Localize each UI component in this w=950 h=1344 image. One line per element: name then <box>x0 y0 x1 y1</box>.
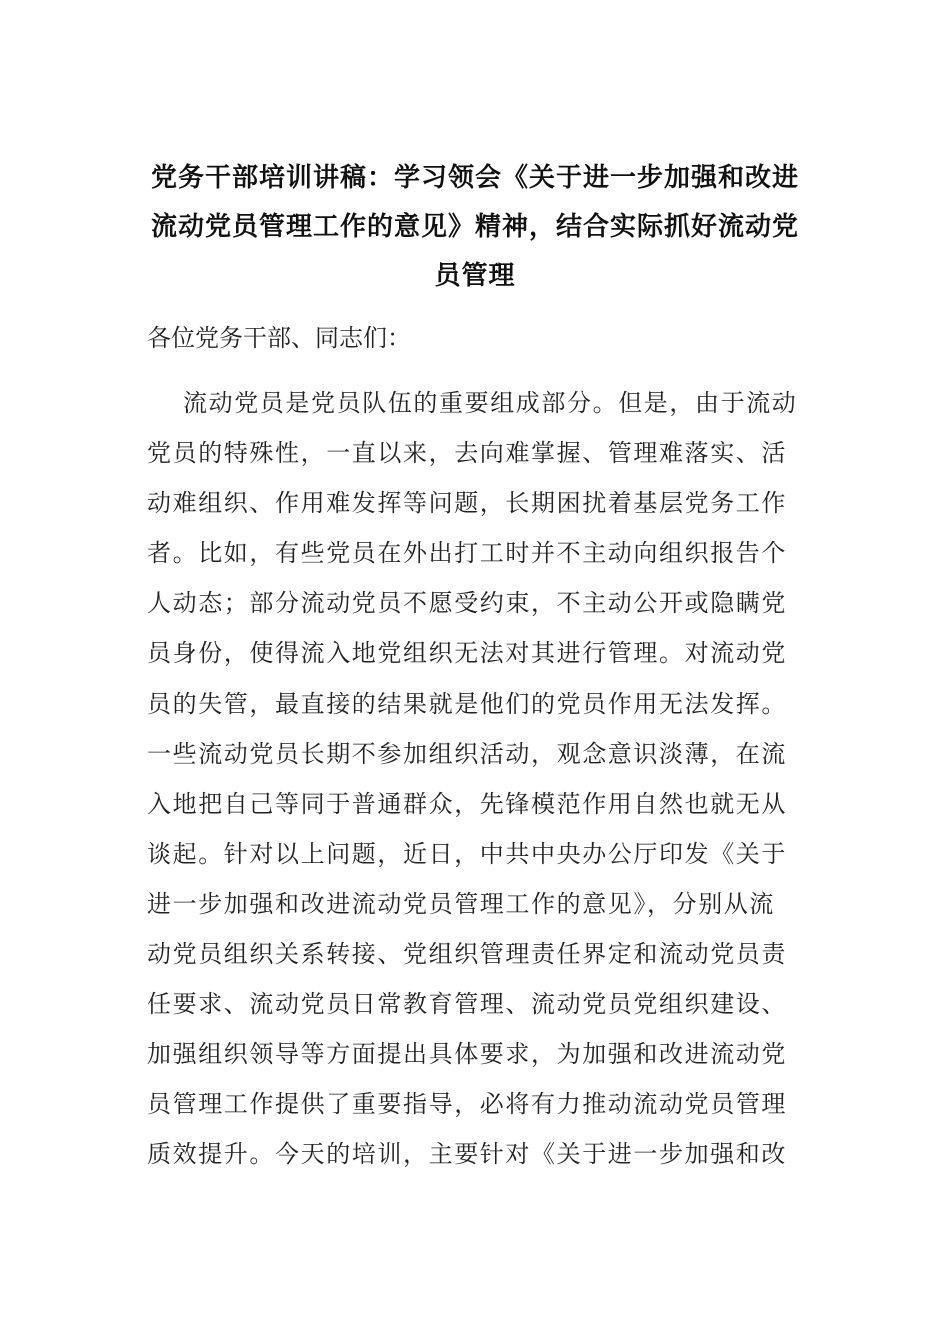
body-paragraph <box>147 378 807 1180</box>
body-line: 一些流动党员长期不参加组织活动，观念意识淡薄，在流 <box>147 739 787 768</box>
body-line: 任要求、流动党员日常教育管理、流动党员党组织建设、 <box>147 990 787 1019</box>
body-line: 加强组织领导等方面提出具体要求，为加强和改进流动党 <box>147 1040 787 1069</box>
body-line: 员的失管，最直接的结果就是他们的党员作用无法发挥。 <box>147 689 787 718</box>
body-line: 者。比如，有些党员在外出打工时并不主动向组织报告个 <box>147 539 787 568</box>
body-line: 员身份，使得流入地党组织无法对其进行管理。对流动党 <box>147 639 787 668</box>
salutation: 各位党务干部、同志们： <box>147 324 411 352</box>
body-line: 进一步加强和改进流动党员管理工作的意见》，分别从流 <box>147 889 775 918</box>
body-line: 动党员组织关系转接、党组织管理责任界定和流动党员责 <box>147 940 787 969</box>
body-line: 员管理工作提供了重要指导，必将有力推动流动党员管理 <box>147 1090 787 1119</box>
document-title: 党务干部培训讲稿：学习领会《关于进一步加强和改进流动党员管理工作的意见》精神，结合实际抓好流动党员管理 <box>150 163 799 291</box>
body-line: 人动态；部分流动党员不愿受约束，不主动公开或隐瞒党 <box>147 589 787 618</box>
body-line: 质效提升。今天的培训，主要针对《关于进一步加强和改 <box>147 1140 787 1169</box>
body-line: 党员的特殊性，一直以来，去向难掌握、管理难落实、活 <box>147 439 787 468</box>
body-line: 动难组织、作用难发挥等问题，长期困扰着基层党务工作 <box>147 489 787 518</box>
body-line: 入地把自己等同于普通群众，先锋模范作用自然也就无从 <box>147 789 787 818</box>
body-line: 流动党员是党员队伍的重要组成部分。但是，由于流动 <box>183 389 798 417</box>
body-line: 谈起。针对以上问题，近日，中共中央办公厅印发《关于 <box>147 839 787 868</box>
